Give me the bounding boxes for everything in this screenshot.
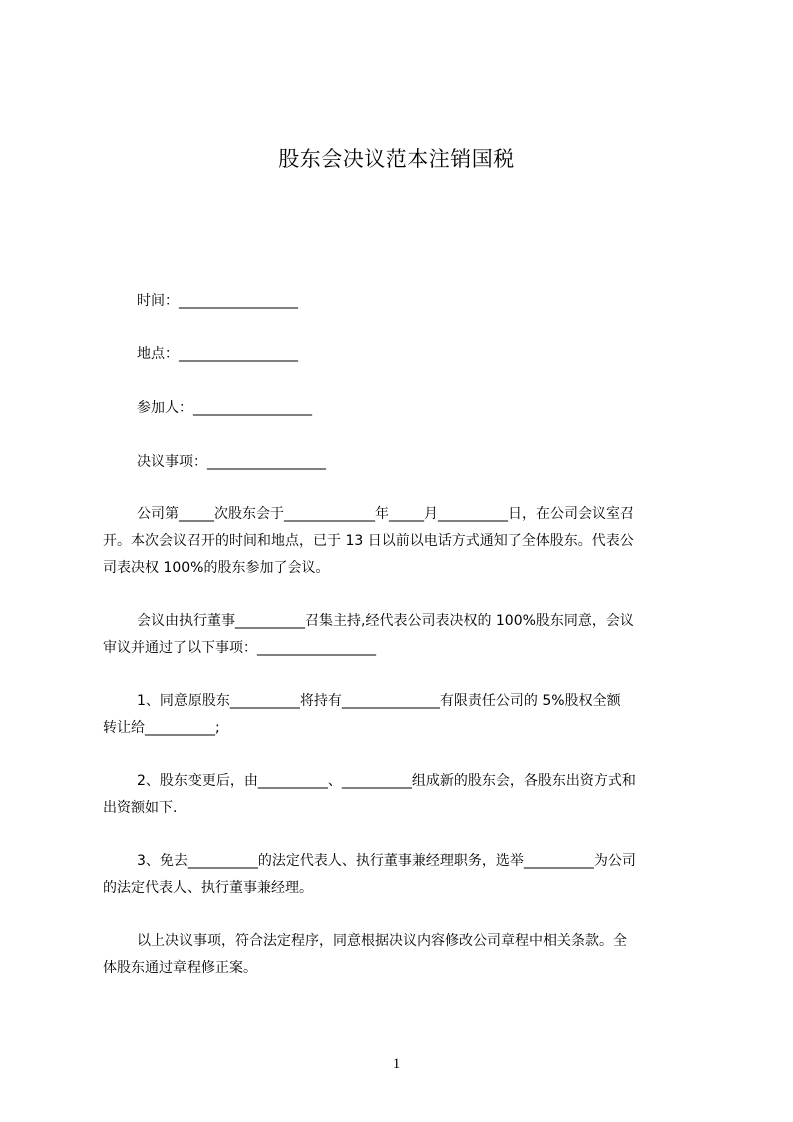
paragraph-line: 3、免去__________的法定代表人、执行董事兼经理职务，选举__________为公司 bbox=[137, 853, 636, 869]
page-number: 1 bbox=[392, 1056, 401, 1072]
paragraph-line: 1、同意原股东__________将持有______________有限责任公司的 5%股权全额 bbox=[137, 693, 621, 709]
paragraph-line: 出资额如下. bbox=[103, 800, 178, 816]
paragraph-line: 公司第_____次股东会于_____________年_____月__________日，在公司会议室召 bbox=[137, 506, 634, 522]
paragraph-line: 开。本次会议召开的时间和地点，已于 13 日以前以电话方式通知了全体股东。代表公 bbox=[103, 533, 634, 549]
paragraph-line: 体股东通过章程修正案。 bbox=[103, 960, 257, 976]
field-resolution-matters: 决议事项：_________________ bbox=[137, 454, 326, 470]
paragraph-line: 审议并通过了以下事项：_________________ bbox=[103, 640, 376, 656]
paragraph-line: 以上决议事项，符合法定程序，同意根据决议内容修改公司章程中相关条款。全 bbox=[137, 933, 627, 949]
field-time: 时间：_________________ bbox=[137, 293, 298, 309]
paragraph-line: 的法定代表人、执行董事兼经理。 bbox=[103, 880, 313, 896]
paragraph-line: 司表决权 100%的股东参加了会议。 bbox=[103, 560, 330, 576]
paragraph-line: 会议由执行董事__________召集主持,经代表公司表决权的 100%股东同意，会议 bbox=[137, 613, 634, 629]
field-place: 地点：_________________ bbox=[137, 346, 298, 362]
paragraph-line: 转让给__________; bbox=[103, 720, 220, 736]
paragraph-line: 2、股东变更后，由__________、__________组成新的股东会，各股东出资方式和 bbox=[137, 773, 636, 789]
field-participants: 参加人：_________________ bbox=[137, 400, 312, 416]
document-title: 股东会决议范本注销国税 bbox=[278, 147, 515, 171]
